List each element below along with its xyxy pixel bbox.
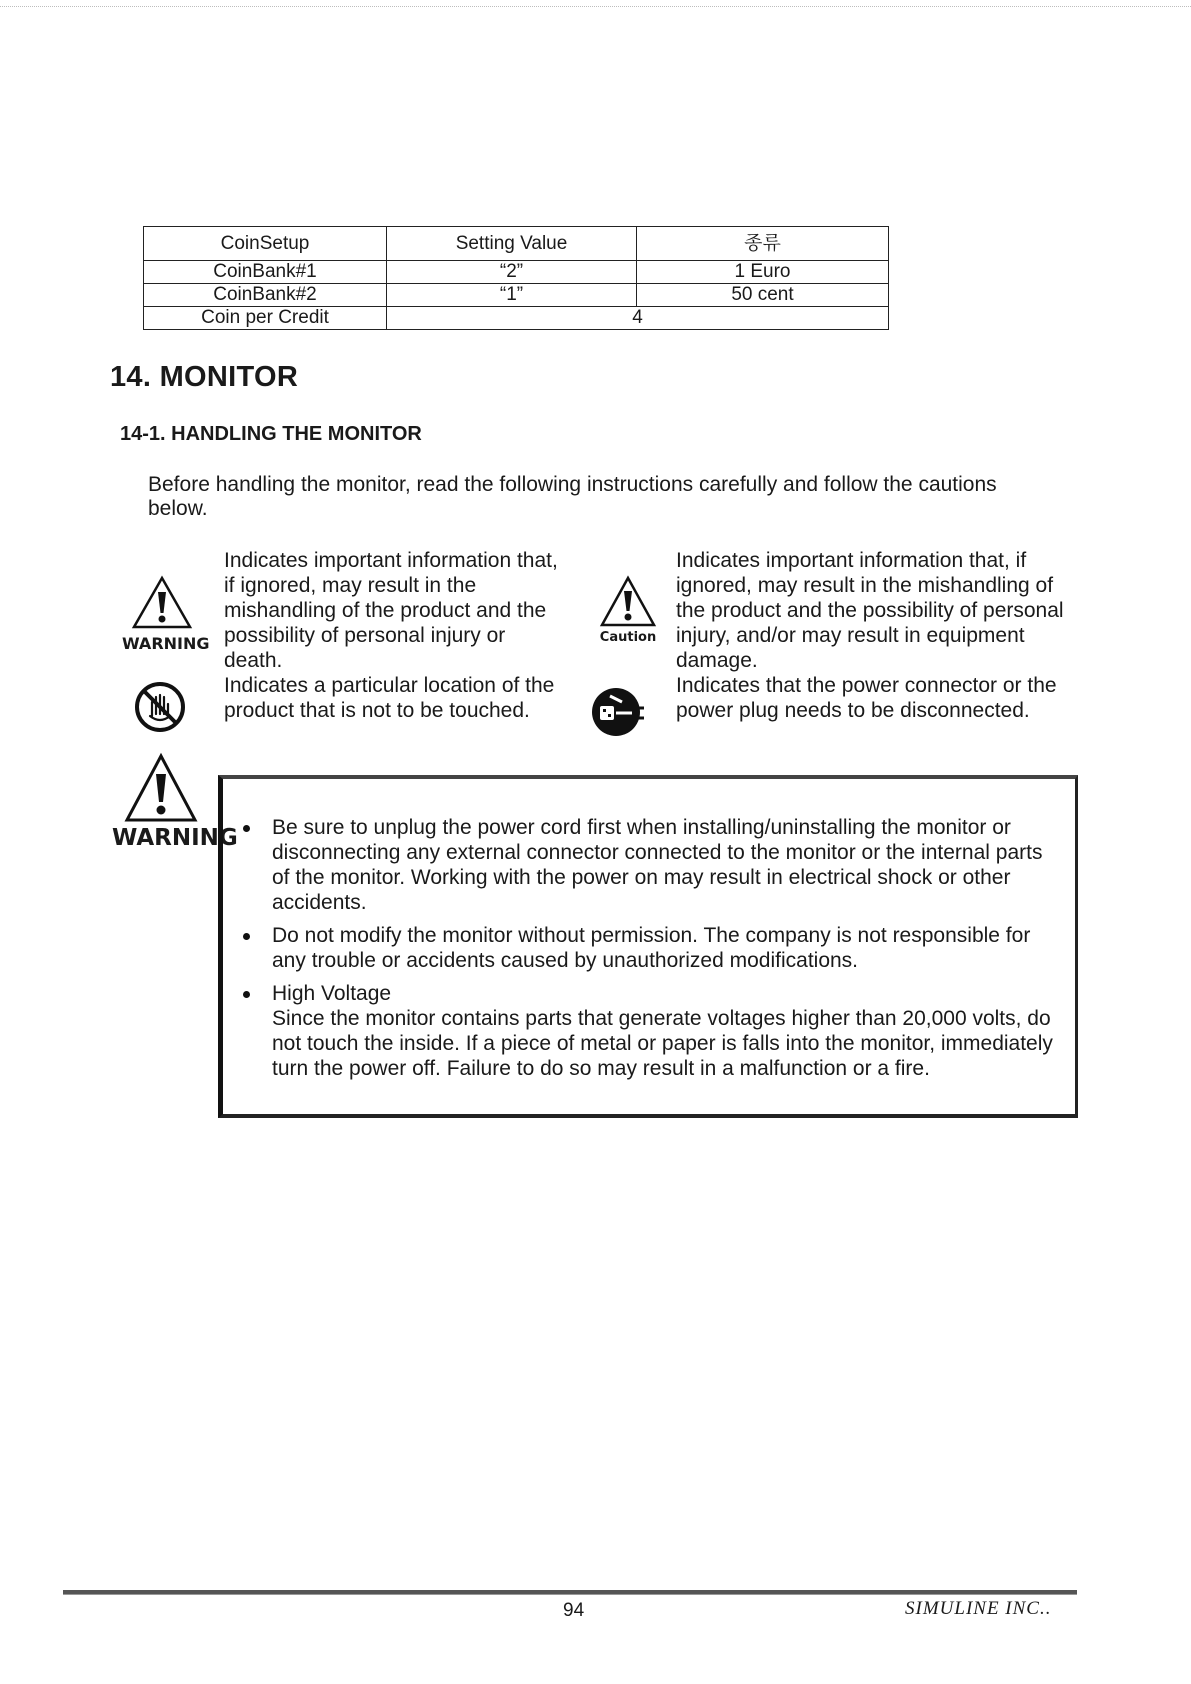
company-name: SIMULINE INC.. — [905, 1598, 1052, 1619]
warning-item-text: Be sure to unplug the power cord first when installing/uninstalling the monitor or disconnecting any external connector connected to the monitor or the internal parts of the monitor. Working with the power on may result in electrical shock or other accidents. — [272, 816, 1043, 914]
warning-item-title: High Voltage — [272, 982, 392, 1005]
caution-triangle-icon — [599, 575, 657, 629]
table-cell: CoinBank#1 — [144, 261, 387, 284]
warning-triangle-icon — [131, 575, 193, 631]
table-cell: “2” — [387, 261, 637, 284]
page-number: 94 — [563, 1600, 585, 1621]
table-cell: Coin per Credit — [144, 307, 387, 330]
unplug-legend-icon — [588, 684, 648, 745]
unplug-power-icon — [590, 684, 646, 740]
subsection-title: 14-1. HANDLING THE MONITOR — [120, 423, 422, 445]
table-header-cell: CoinSetup — [144, 227, 387, 261]
warning-label: WARNING — [122, 634, 210, 653]
table-row-credit — [144, 307, 889, 330]
warning-list — [236, 815, 1056, 1089]
bullet-icon — [243, 825, 250, 832]
warning-triangle-icon — [123, 752, 199, 824]
table-cell: 50 cent — [637, 284, 889, 307]
caution-label: Caution — [599, 630, 657, 645]
footer-rule — [63, 1590, 1077, 1595]
unplug-description: Indicates that the power connector or the power plug needs to be disconnected. — [676, 674, 1057, 722]
no-touch-description: Indicates a particular location of the product that is not to be touched. — [224, 674, 555, 722]
table-cell: 1 Euro — [637, 261, 889, 284]
caution-description: Indicates important information that, if ignored, may result in the mishandling of the product and the possibility of personal injury, and/or may result in equipment damage. — [676, 549, 1064, 672]
caution-legend-icon — [588, 575, 668, 645]
table-header-cell: Setting Value — [387, 227, 637, 261]
no-touch-legend-icon — [130, 680, 190, 739]
warning-item-text: Since the monitor contains parts that generate voltages higher than 20,000 volts, do not touch the inside. If a piece of metal or paper is falls into the monitor, immediately turn the power off. Failure to do so may result in a malfunction or a fire. — [272, 1007, 1053, 1080]
top-scan-edge — [0, 6, 1191, 7]
warning-description: Indicates important information that, if ignored, may result in the mishandling of the product and the possibility of personal injury or death. — [224, 549, 558, 672]
table-header-cell: 종류 — [637, 227, 889, 261]
no-touch-hand-icon — [133, 680, 187, 734]
warning-legend-icon — [122, 575, 210, 653]
warning-box-icon — [112, 752, 238, 851]
list-item — [236, 981, 1056, 1081]
table-cell: 4 — [387, 307, 889, 330]
table-row — [144, 284, 889, 307]
list-item — [236, 815, 1056, 915]
warning-item-text: Do not modify the monitor without permission. The company is not responsible for any trouble or accidents caused by unauthorized modifications. — [272, 924, 1031, 972]
table-row — [144, 261, 889, 284]
list-item — [236, 923, 1056, 973]
intro-paragraph: Before handling the monitor, read the following instructions carefully and follow the cautions below. — [148, 473, 997, 520]
section-title: 14. MONITOR — [110, 361, 299, 393]
table-cell: CoinBank#2 — [144, 284, 387, 307]
table-header-row — [144, 227, 889, 261]
coin-setup-table — [143, 226, 889, 330]
bullet-icon — [243, 933, 250, 940]
table-cell: “1” — [387, 284, 637, 307]
bullet-icon — [243, 991, 250, 998]
warning-box-label: WARNING — [112, 825, 238, 851]
